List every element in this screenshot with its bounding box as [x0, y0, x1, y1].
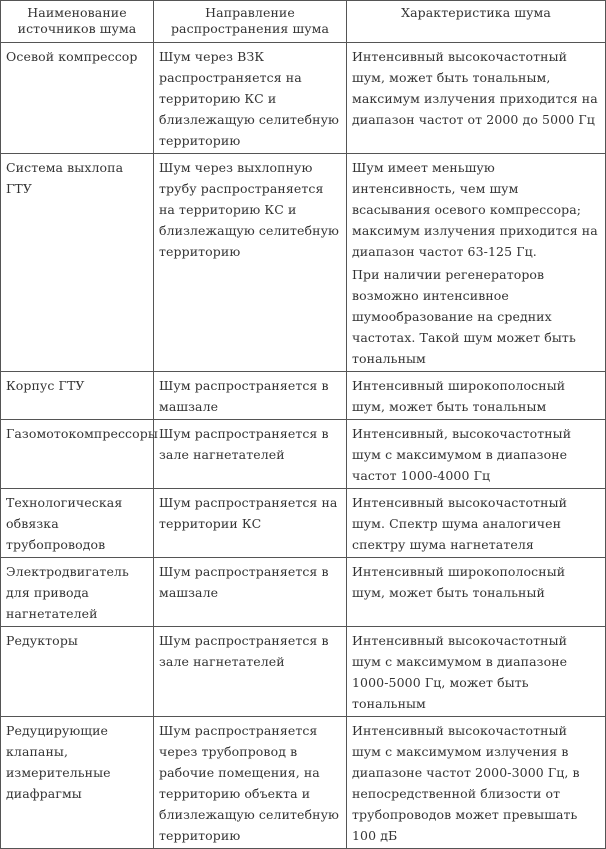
cell-direction: Шум распространяется через трубопровод в рабочие помещения, на территорию объекта и близлежащую селитебную территорию	[154, 717, 347, 849]
table-row	[1, 717, 606, 849]
cell-characteristic	[347, 717, 606, 849]
table-body	[1, 43, 606, 849]
cell-characteristic	[347, 154, 606, 372]
characteristic-paragraph: Интенсивный, высокочастотный шум с максимумом в диапазоне частот 1000-4000 Гц	[352, 426, 572, 483]
cell-source: Редуцирующие клапаны, измерительные диафрагмы	[1, 717, 154, 849]
characteristic-paragraph: При наличии регенераторов возможно интенсивное шумообразование на средних частотах. Такой шум может быть тональным	[352, 267, 576, 366]
cell-source: Система выхлопа ГТУ	[1, 154, 154, 372]
table-row	[1, 372, 606, 420]
cell-direction: Шум через ВЗК распространяется на территорию КС и близлежащую селитебную территорию	[154, 43, 347, 154]
cell-source: Корпус ГТУ	[1, 372, 154, 420]
cell-characteristic	[347, 372, 606, 420]
cell-direction: Шум распространяется в зале нагнетателей	[154, 627, 347, 717]
cell-source: Газомотокомпрессоры	[1, 420, 154, 489]
cell-source: Редукторы	[1, 627, 154, 717]
characteristic-paragraph: Интенсивный высокочастотный шум, может быть тональным, максимум излучения приходится на диапазон частот от 2000 до 5000 Гц	[352, 49, 598, 127]
cell-direction: Шум распространяется в машзале	[154, 372, 347, 420]
characteristic-paragraph: Интенсивный высокочастотный шум с максимумом излучения в диапазоне частот 2000-3000 Гц, в непосредственной близости от трубопроводов может превышать 100 дБ	[352, 723, 580, 843]
cell-source: Электродвигатель для привода нагнетателей	[1, 558, 154, 627]
cell-characteristic	[347, 627, 606, 717]
cell-source: Технологическая обвязка трубопроводов	[1, 489, 154, 558]
table-row	[1, 154, 606, 372]
cell-source: Осевой компрессор	[1, 43, 154, 154]
table-row	[1, 558, 606, 627]
cell-characteristic	[347, 420, 606, 489]
characteristic-paragraph: Интенсивный широкополосный шум, может быть тональный	[352, 564, 566, 600]
table-row	[1, 489, 606, 558]
table-header-row	[1, 1, 606, 43]
cell-direction: Шум распространяется на территории КС	[154, 489, 347, 558]
characteristic-paragraph: Интенсивный высокочастотный шум. Спектр шума аналогичен спектру шума нагнетателя	[352, 495, 568, 552]
characteristic-paragraph: Интенсивный широкополосный шум, может быть тональным	[352, 378, 566, 414]
characteristic-paragraph: Шум имеет меньшую интенсивность, чем шум всасывания осевого компрессора; максимум излучения приходится на диапазон частот 63-125 Гц.	[352, 160, 598, 259]
header-direction: Направление распространения шума	[154, 1, 347, 43]
table-row	[1, 420, 606, 489]
cell-characteristic	[347, 558, 606, 627]
characteristic-paragraph: Интенсивный высокочастотный шум с максимумом в диапазоне 1000-5000 Гц, может быть тональным	[352, 633, 568, 711]
cell-characteristic	[347, 489, 606, 558]
header-characteristic: Характеристика шума	[347, 1, 606, 43]
cell-direction: Шум распространяется в машзале	[154, 558, 347, 627]
cell-characteristic	[347, 43, 606, 154]
cell-direction: Шум через выхлопную трубу распространяется на территорию КС и близлежащую селитебную территорию	[154, 154, 347, 372]
table-row	[1, 43, 606, 154]
header-source: Наименование источников шума	[1, 1, 154, 43]
cell-direction: Шум распространяется в зале нагнетателей	[154, 420, 347, 489]
table-row	[1, 627, 606, 717]
